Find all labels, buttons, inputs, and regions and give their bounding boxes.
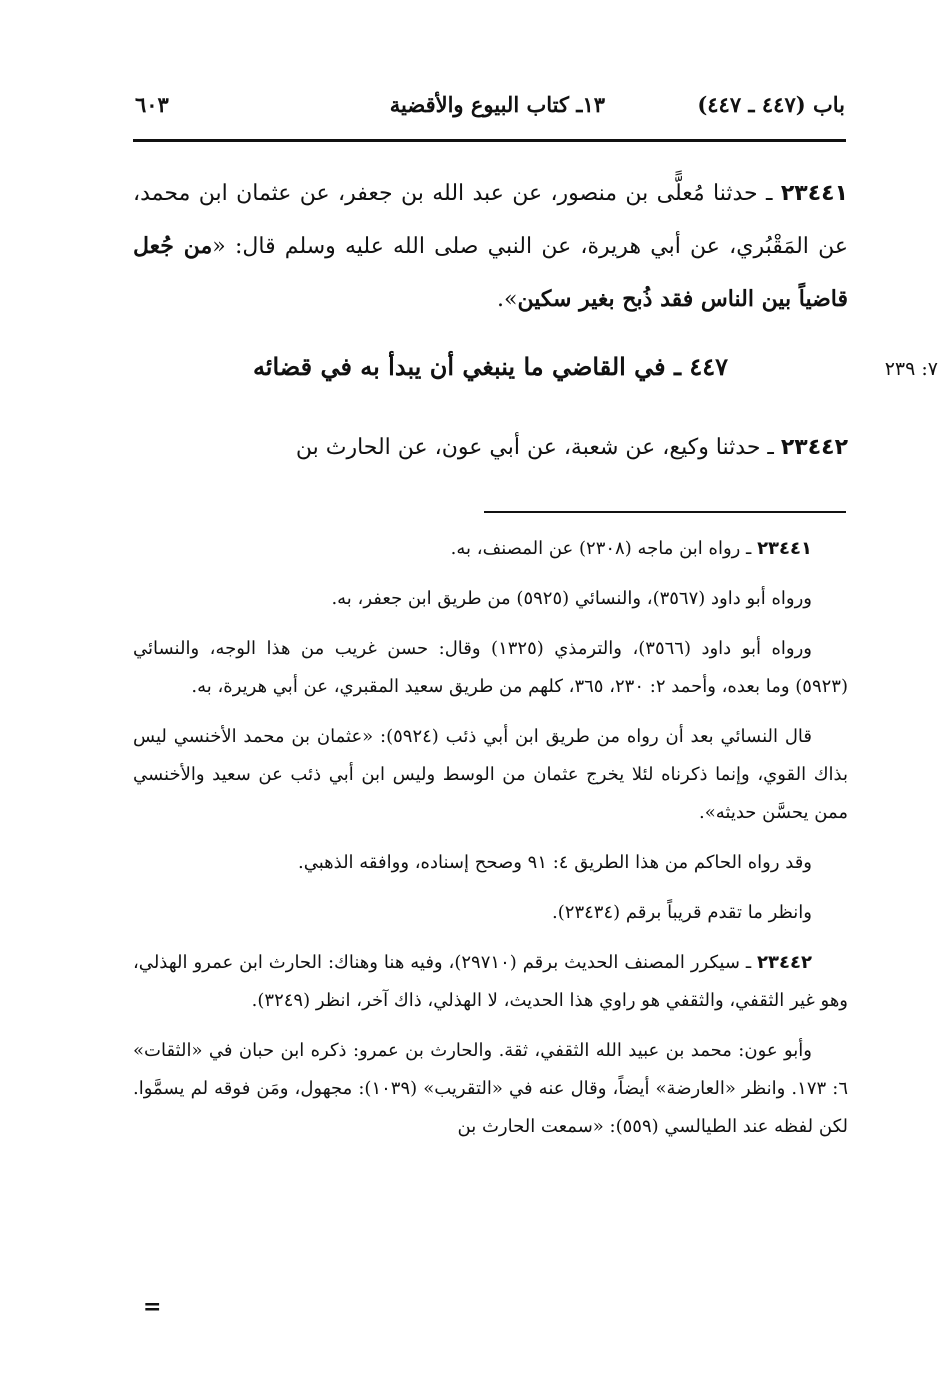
- footnote-23442: [133, 944, 848, 1020]
- hadith-23441: [133, 168, 848, 326]
- footnote-paragraph: وأبو عون: محمد بن عبيد الله الثقفي، ثقة. والحارث بن عمرو: ذكره ابن حبان في «الثقات» ٦: ١٧٣. وانظر «العارضة» أيضاً، وقال عنه في «التقريب» (١٠٣٩): مجهول، ومَن فوقه لم يسمَّوا. لكن لفظه عند الطيالسي (٥٥٩): «سمعت الحارث بن: [133, 1040, 848, 1137]
- header-rule: [133, 139, 846, 142]
- footnote-number: ٢٣٤٤٢: [757, 952, 812, 973]
- page-number: ٦٠٣: [135, 92, 169, 117]
- hadith-23442: [133, 422, 848, 474]
- hadith-number: ٢٣٤٤٢: [780, 435, 848, 460]
- hadith-chain: ـ حدثنا مُعلًّى بن منصور، عن عبد الله بن جعفر، عن عثمان ابن محمد، عن المَقْبُري، عن أبي هريرة، عن النبي صلى الله عليه وسلم قال: «: [133, 181, 848, 259]
- hadith-matn: من جُعل قاضياً بين الناس فقد ذُبح بغير سكين: [133, 233, 848, 312]
- footnote-text: ـ سيكرر المصنف الحديث برقم (٢٩٧١٠)، وفيه هنا وهناك: الحارث ابن عمرو الهذلي، وهو غير الثقفي، والثقفي هو راوي هذا الحديث، لا الهذلي، ذاك آخر، انظر (٣٢٤٩).: [133, 952, 848, 1011]
- footnote-paragraph: ورواه أبو داود (٣٥٦٦)، والترمذي (١٣٢٥) وقال: حسن غريب من هذا الوجه، والنسائي (٥٩٢٣) وما بعده، وأحمد ٢: ٢٣٠، ٣٦٥، كلهم من طريق سعيد المقبري، عن أبي هريرة، به.: [133, 638, 848, 697]
- footnote-text: ـ رواه ابن ماجه (٢٣٠٨) عن المصنف، به.: [450, 538, 758, 559]
- hadith-close-quote: ».: [497, 287, 518, 312]
- header-book-title: ١٣ـ كتاب البيوع والأقضية: [389, 92, 605, 117]
- margin-reference: ٧: ٢٣٩: [884, 358, 938, 380]
- footnote-paragraph: وانظر ما تقدم قريباً برقم (٢٣٤٣٤).: [552, 902, 812, 923]
- footnote-number: ٢٣٤٤١: [757, 538, 812, 559]
- footnotes: [133, 530, 848, 1158]
- footnote-paragraph: ورواه أبو داود (٣٥٦٧)، والنسائي (٥٩٢٥) من طريق ابن جعفر، به.: [331, 588, 812, 609]
- footnote-separator: [484, 511, 846, 513]
- chapter-heading: ٤٤٧ ـ في القاضي ما ينبغي أن يبدأ به في قضائه: [252, 352, 729, 381]
- header-chapter: باب (٤٤٧ ـ ٤٤٧): [697, 92, 845, 117]
- hadith-chain: ـ حدثنا وكيع، عن شعبة، عن أبي عون، عن الحارث بن: [295, 435, 781, 460]
- footnote-23441: [133, 530, 848, 568]
- hadith-number: ٢٣٤٤١: [780, 181, 848, 206]
- footnote-paragraph: قال النسائي بعد أن رواه من طريق ابن أبي ذئب (٥٩٢٤): «عثمان بن محمد الأخنسي ليس بذاك القوي، وإنما ذكرناه لئلا يخرج عثمان من الوسط وليس ابن أبي ذئب عن سعيد والأخنسي ممن يحسَّن حديثه».: [133, 726, 848, 823]
- continuation-mark: =: [143, 1294, 162, 1320]
- page-header: [135, 92, 845, 132]
- footnote-paragraph: وقد رواه الحاكم من هذا الطريق ٤: ٩١ وصحح إسناده، ووافقه الذهبي.: [297, 852, 812, 873]
